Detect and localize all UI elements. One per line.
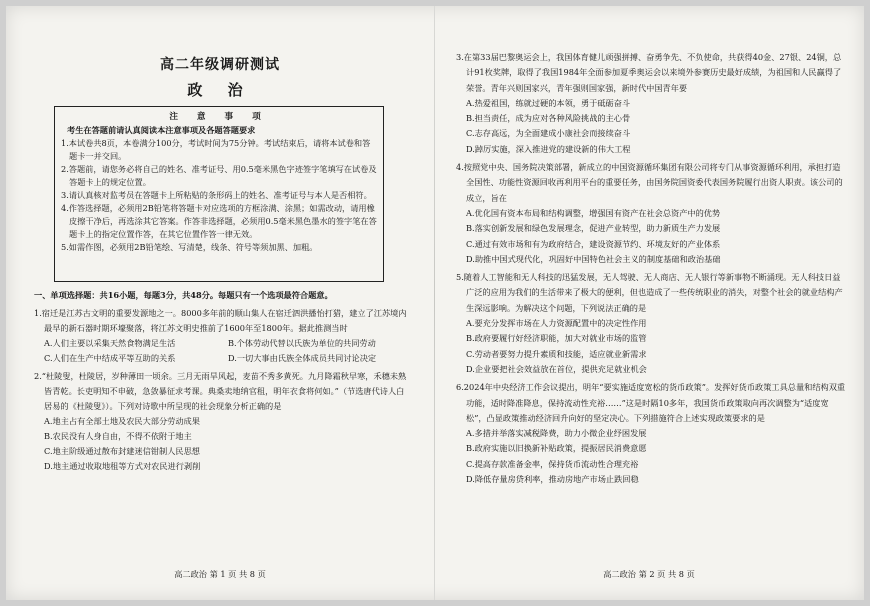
notice-item: 1.本试卷共8页，本卷满分100分，考试时间为75分钟。考试结束后，请将本试卷和答题卡一并交回。: [61, 138, 371, 161]
option: D.降低存量房贷利率，推动房地产市场止跌回稳: [466, 474, 639, 485]
option: C.劳动者要努力提升素质和技能，适应就业新需求: [466, 348, 647, 359]
question-stem: 4.按照党中央、国务院决策部署，新成立的中国资源循环集团有限公司将专门从事资源循环利用，承担打造全国性、功能性资源回收再利用平台的重要任务，由国务院国资委代表国务院履行出资人职责。该公司的成立，旨在: [456, 162, 843, 203]
exam-title: 高二年级调研测试: [160, 57, 280, 73]
notice-subheading: 考生在答题前请认真阅读本注意事项及各题答题要求: [67, 125, 256, 135]
right-questions: [456, 50, 846, 487]
option: C.志存高远，为全面建成小康社会而接续奋斗: [466, 128, 631, 139]
subject-title: 政 治: [187, 81, 253, 99]
notice-item: 3.请认真核对监考员在答题卡上所粘贴的条形码上的姓名、准考证号与本人是否相符。: [61, 190, 372, 200]
option: C.通过有效市场和有为政府结合，建设资源节约、环境友好的产业体系: [466, 238, 721, 249]
notice-item: 4.作答选择题，必须用2B铅笔将答题卡对应选项的方框涂满、涂黑；如需改动，请用橡皮擦干净后，再选涂其它答案。作答非选择题，必须用0.5毫米黑色墨水的签字笔在答题卡上的指定位置作答，在其它位置作答一律无效。: [61, 203, 377, 239]
notice-item: 2.答题前，请您务必将自己的姓名、准考证号、用0.5毫米黑色字迹签字笔填写在试卷及答题卡上的规定位置。: [61, 164, 377, 187]
option: B.政府实施以旧换新补贴政策，提振居民消费意愿: [466, 443, 647, 454]
option: B.个体劳动代替以氏族为单位的共同劳动: [228, 338, 376, 348]
option: D.地主通过收取地租等方式对农民进行剥削: [44, 461, 201, 471]
page-footer: 高二政治 第 1 页 共 8 页: [174, 569, 266, 579]
option: C.提高存款准备金率，保持货币流动性合理充裕: [466, 458, 639, 469]
option: A.地主占有全部土地及农民大部分劳动成果: [44, 416, 200, 426]
option: A.多措并举落实减税降费，助力小微企业纾困发展: [466, 428, 647, 439]
question-options: [34, 336, 412, 351]
option: A.人们主要以采集天然食物满足生活: [44, 338, 176, 348]
option: B.落实创新发展和绿色发展理念，促进产业转型，助力新质生产力发展: [466, 223, 721, 234]
notice-box: [54, 106, 384, 282]
question-stem: 5.随着人工智能和无人科技的迅猛发展，无人驾驶、无人商店、无人银行等新事物不断涌现。无人科技日益广泛的应用为我们的生活带来了极大的便利，但也造成了一些传统职业的消失，对整个社会的就业结构产生深远影响。为解决这个问题，下列说法正确的是: [456, 272, 843, 313]
left-questions: [34, 288, 412, 474]
question-options: [34, 351, 412, 366]
option: C.人们在生产中结成平等互助的关系: [44, 353, 176, 363]
option: B.政府要履行好经济职能，加大对就业市场的监管: [466, 333, 647, 344]
right-page: [434, 6, 864, 600]
option: B.担当责任，成为应对各种风险挑战的主心骨: [466, 113, 631, 124]
page-footer: 高二政治 第 2 页 共 8 页: [603, 569, 695, 579]
section-heading: 一、单项选择题：共16小题，每题3分，共48分。每题只有一个选项最符合题意。: [34, 290, 333, 300]
left-page: [6, 6, 434, 600]
question-stem: 1.宿迁是江苏古文明的重要发源地之一。8000多年前的顺山集人在宿迁泗洪播怡打猎，建立了江苏境内最早的新石器时期环壕聚落，将江苏文明史推前了1600年至1800年。据此推测当时: [34, 308, 407, 333]
notice-heading: 注 意 事 项: [169, 112, 269, 122]
notice-item: 5.如需作图，必须用2B铅笔绘、写清楚，线条、符号等须加黑、加粗。: [61, 242, 318, 252]
option: D.助推中国式现代化，巩固好中国特色社会主义的制度基础和政治基础: [466, 253, 721, 264]
option: C.地主阶级通过散布封建迷信钳制人民思想: [44, 446, 200, 456]
question-stem: 3.在第33届巴黎奥运会上，我国体育健儿顽强拼搏、奋勇争先、不负使命，共获得40金、27银、24铜，总计91枚奖牌，取得了我国1984年全面参加夏季奥运会以来境外参赛历史最好成绩，为祖国和人民赢得了荣誉。青年兴则国家兴，青年强则国家强，新时代中国青年要: [456, 52, 842, 93]
option: A.优化国有资本布局和结构调整，增强国有资产在社会总资产中的优势: [466, 207, 721, 218]
question-stem: 2.“杜陵叟，杜陵居，岁种薄田一顷余。三月无雨旱风起，麦苗不秀多黄死。九月降霜秋早寒，禾穗未熟皆青乾。长吏明知不申破，急敛暴征求考课。典桑卖地纳官租，明年衣食将何如。”（节选唐代诗人白居易的《杜陵叟》）。下列对诗歌中所呈现的社会现象分析正确的是: [34, 371, 407, 411]
option: A.要充分发挥市场在人力资源配置中的决定性作用: [466, 318, 647, 329]
option: D.踔厉实施，深入推进党的建设新的伟大工程: [466, 143, 631, 154]
option: D.企业要把社会效益放在首位，提供充足就业机会: [466, 363, 647, 374]
option: D.一切大事由氏族全体成员共同讨论决定: [228, 353, 377, 363]
option: B.农民没有人身自由，不得不依附于地主: [44, 431, 192, 441]
question-stem: 6.2024年中央经济工作会议提出，明年“要实施适度宽松的货币政策”。发挥好货币政策工具总量和结构双重功能，适时降准降息，保持流动性充裕……”这是时隔10多年，我国货币政策取向再次调整为“适度宽松”，凸显政策推动经济回升向好的坚定决心。下列措施符合上述实现政策要求的是: [456, 382, 846, 423]
option: A.热爱祖国，练就过硬的本领，勇于砥砺奋斗: [466, 97, 631, 108]
scanned-exam-sheet: [6, 6, 864, 600]
